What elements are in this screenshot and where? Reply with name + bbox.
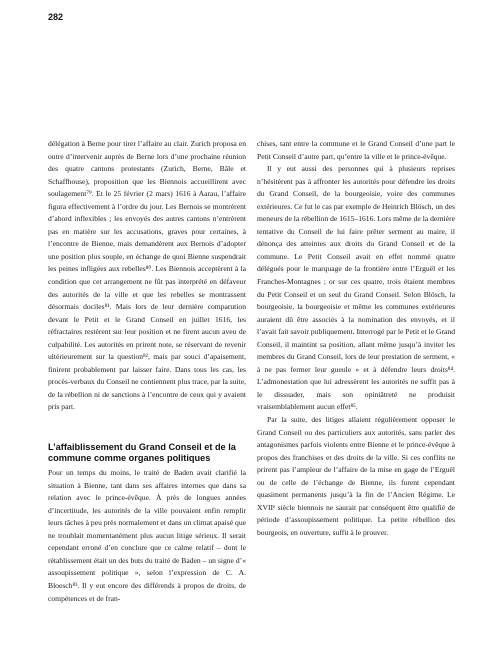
left-column xyxy=(48,138,246,605)
right-column xyxy=(257,138,455,540)
body-paragraph: délégation à Berne pour tirer l’affaire au clair. Zurich proposa en outre d’intervenir auprès de Berne lors d’une prochaine réunion des quatre cantons protestants (Zurich, Berne, Bâle et Schaffhouse), proposition que les Biennois accueillirent avec soulagement⁷⁹. Et le 25 février (2 mars) 1616 à Aarau, l’affaire figura effectivement à l’ordre du jour. Les Bernois se montrèrent d’abord inflexibles ; les envoyés des autres cantons n’entrèrent pas en matière sur les accusations, graves pour certaines, à l’encontre de Bienne, mais demandèrent aux Bernois d’adopter une position plus souple, en échange de quoi Bienne suspendrait les peines infligées aux rebelles⁸⁰. Les Biennois acceptèrent à la condition que cet arrangement ne fût pas interprété en défaveur des autorités de la ville et que les rebelles se montrassent désormais dociles⁸¹. Mais lors de leur dernière comparution devant le Petit et le Grand Conseil en juillet 1616, les réfractaires restèrent sur leur position et ne firent aucun aveu de culpabilité. Les autorités en prirent note, se réservant de revenir ultérieurement sur la question⁸², mais par souci d’apaisement, finirent probablement par laisser faire. Dans tous les cas, les procès-verbaux du Conseil ne contiennent plus trace, par la suite, de la rébellion ni de sanctions à l’encontre de ceux qui y avaient pris part. xyxy=(48,139,247,412)
section-heading: L’affaiblissement du Grand Conseil et de la commune comme organes politiques xyxy=(48,442,236,464)
body-paragraph: Par la suite, des litiges allaient régulièrement opposer le Grand Conseil ou des particuliers aux autorités, sans parler des antagonismes parfois violents entre Bienne et le prince-évêque à propos des franchises et des droits de la ville. Si ces conflits ne prirent pas l’ampleur de l’affaire de la mise en gage de l’Erguël ou de celle de l’échange de Bienne, ils furent cependant quasiment permanents jusqu’à la fin de l’Ancien Régime. Le XVIIᵉ siècle biennois ne saurait par conséquent être qualifié de période d’assoupissement politique. La petite rébellion des bourgeois, en ouverture, suffit à le prouver. xyxy=(257,415,455,537)
body-paragraph: chises, tant entre la commune et le Grand Conseil d’une part le Petit Conseil d’autre part, qu’entre la ville et le prince-évêque. xyxy=(257,139,455,161)
page-number: 282 xyxy=(48,12,64,22)
body-paragraph: Il y eut aussi des personnes qui à plusieurs reprises n’hésitèrent pas à affronter les autorités pour défendre les droits du Grand Conseil, de la bourgeoisie, voire des communes extérieures. Ce fut le cas par exemple de Heinrich Blösch, un des meneurs de la rébellion de 1615–1616. Lors même de la dernière tentative du Conseil de lui faire prêter serment au maire, il dénonça des atteintes aux droits du Grand Conseil et de la commune. Le Petit Conseil avait en effet nommé quatre délégués pour le marquage de la frontière entre l’Erguël et les Franches-Montagnes ; or sur ces quatre, trois étaient membres du Petit Conseil et un seul du Grand Conseil. Selon Blösch, la bourgeoisie, la bourgeoisie et même les communes extérieures auraient dû être associés à la nomination des envoyés, et il l’avait fait savoir publiquement. Interrogé par le Petit et le Grand Conseil, il maintint sa position, allant même jusqu’à inviter les membres du Grand Conseil, lors de leur prestation de serment, « à ne pas fermer leur gueule » et à défendre leurs droits⁸⁴. L’admonestation que lui adressèrent les autorités ne suffit pas à le dissuader, mais son opiniâtreté ne produisit vraisemblablement aucun effet⁸⁵. xyxy=(257,164,455,412)
body-paragraph: Pour un temps du moins, le traité de Baden avait clarifié la situation à Bienne, tant dans ses affaires internes que dans sa relation avec le prince-évêque. À près de longues années d’incertitude, les autorités de la ville pouvaient enfin remplir leurs tâches à peu près normalement et dans un climat apaisé que ne troublait momentanément plus aucun litige sérieux. Il serait cependant erroné d’en conclure que ce calme relatif – dont le rétablissement était un des buts du traité de Baden – un signe d’« assoupissement politique », selon l’expression de C. A. Bloesch⁸³. Il y eut encore des différends à propos de droits, de compétences et de fran- xyxy=(48,468,246,603)
